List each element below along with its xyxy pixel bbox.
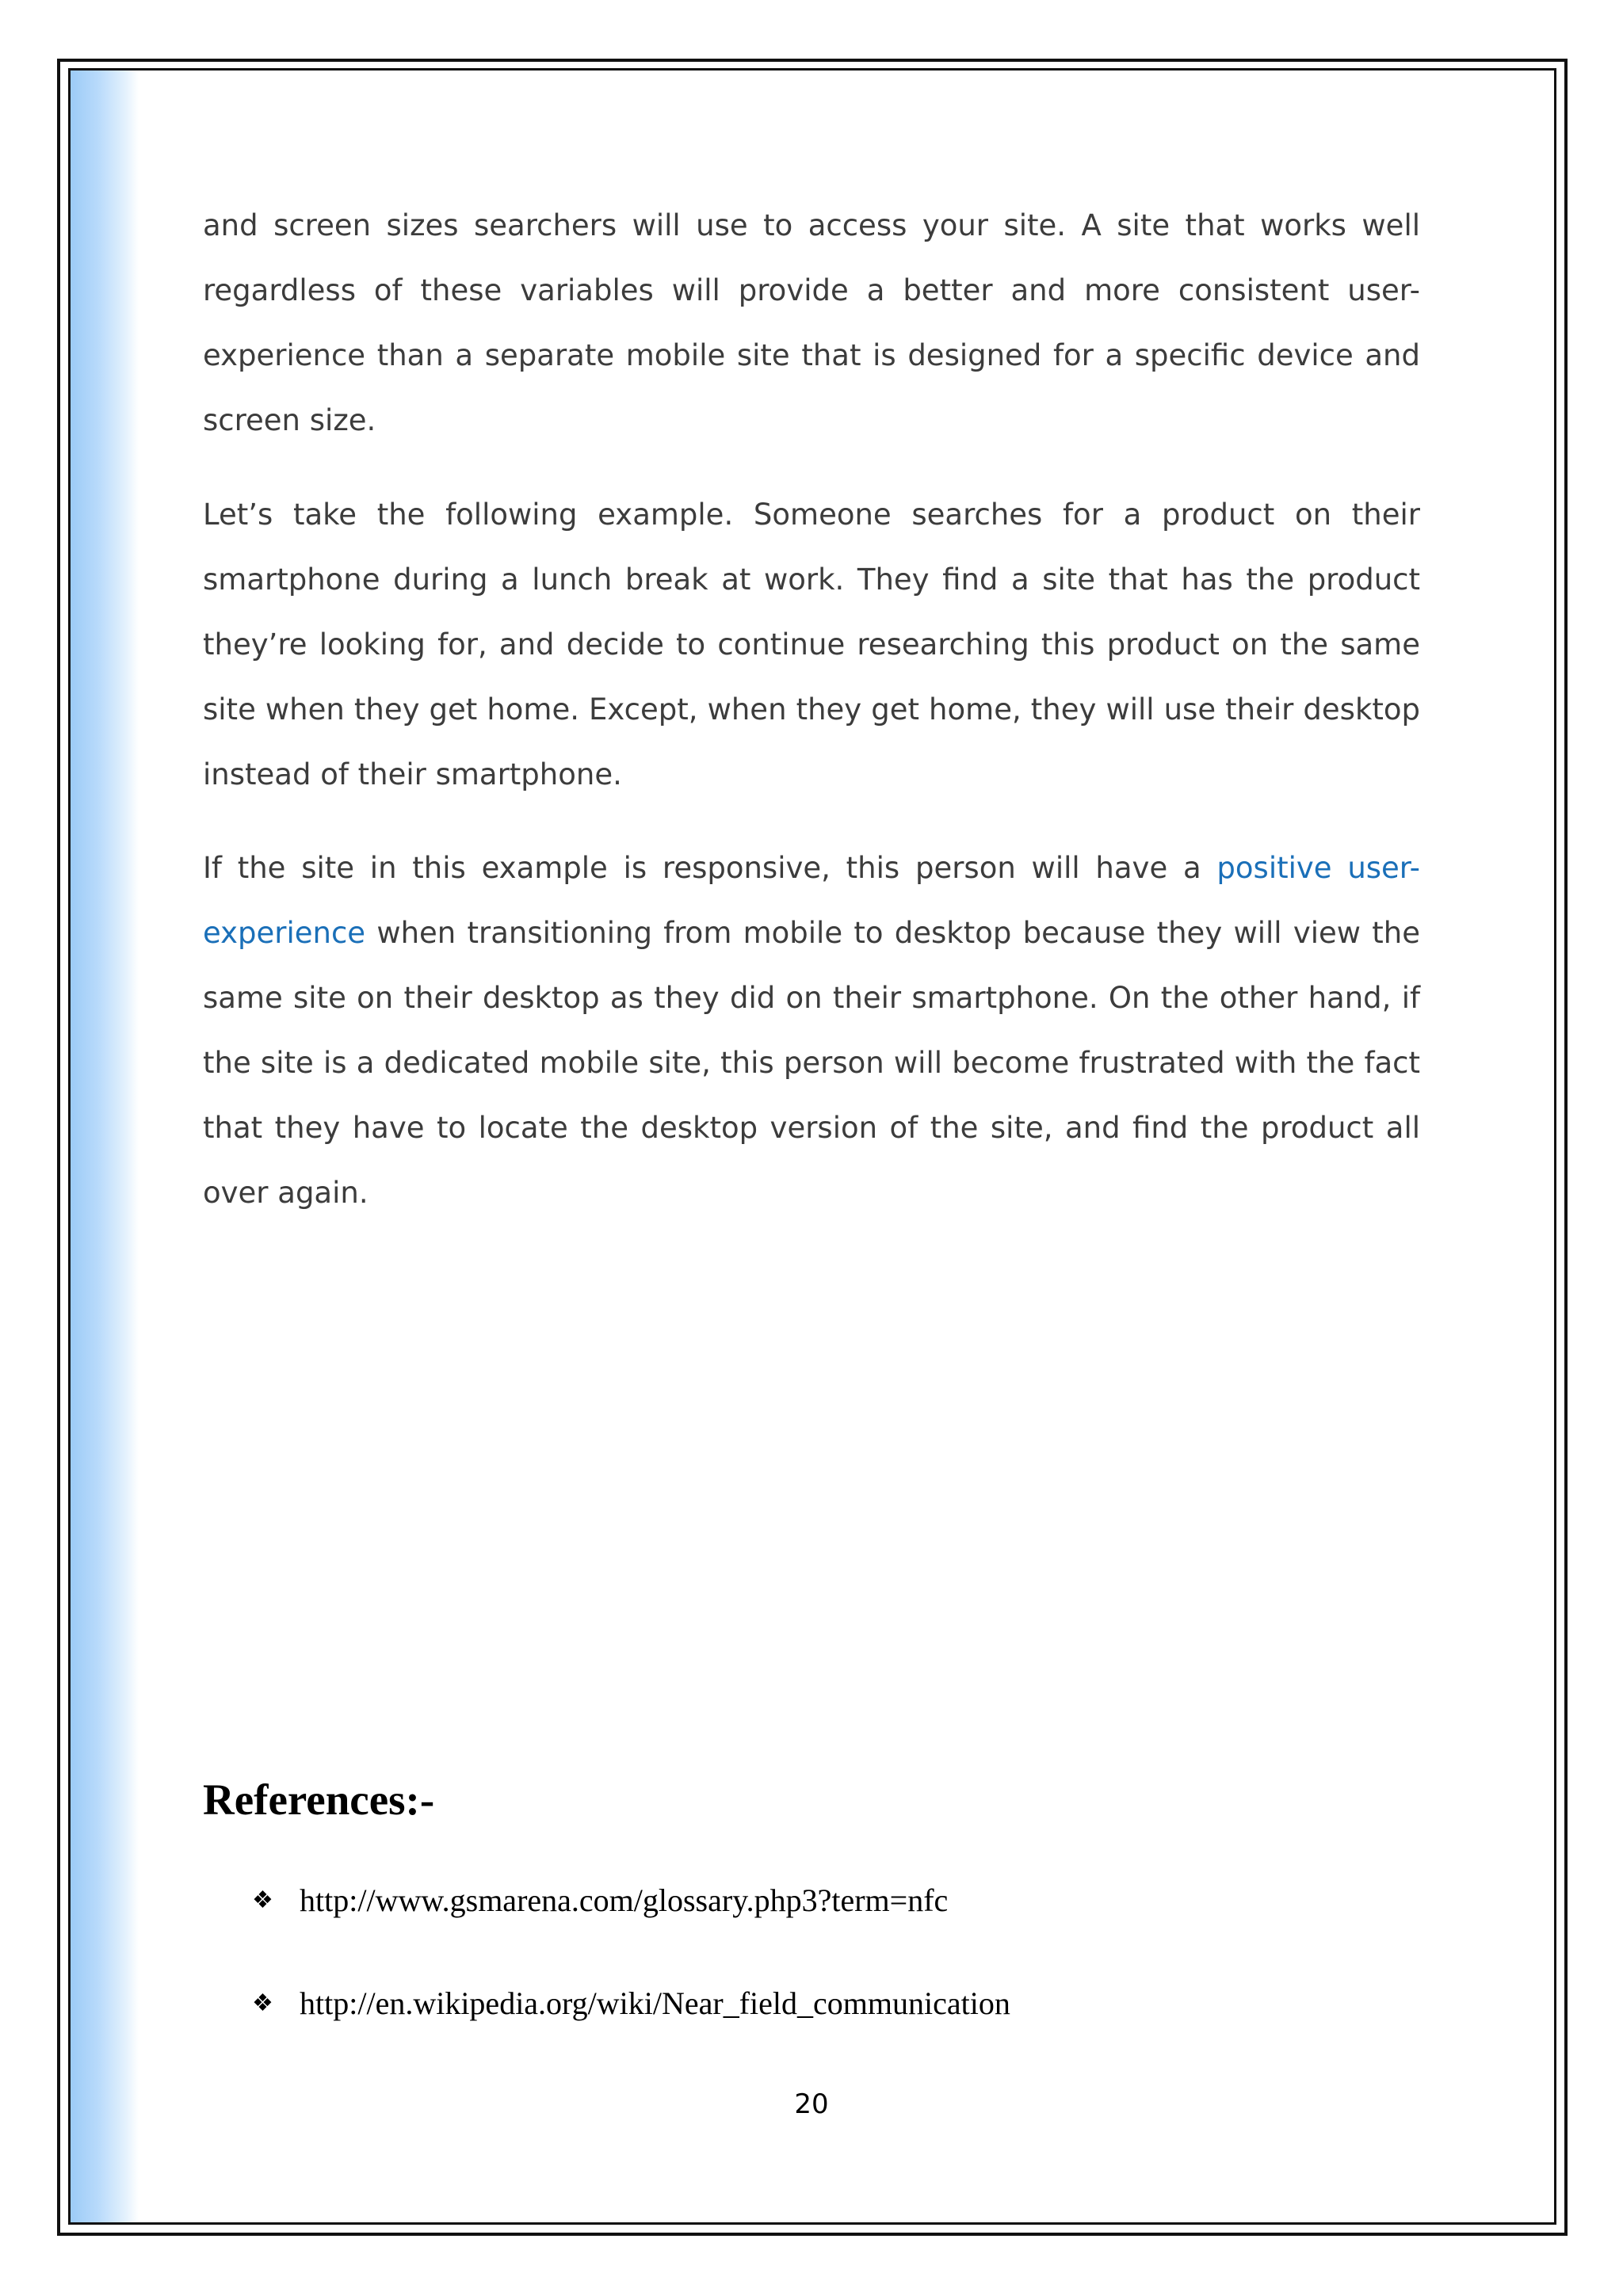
reference-item [252, 1876, 1010, 1924]
positive-user-experience-link[interactable]: positive user-experience [203, 851, 1421, 950]
paragraph-1: and screen sizes searchers will use to access your site. A site that works well regardless of these variables will provide a better and more consistent user-experience than a separate mobile site that is designed for a specific device and screen size. [203, 208, 1420, 437]
references-list [252, 1876, 1010, 2082]
paragraph-3-before-link: If the site in this example is responsive, this person will have a [203, 851, 1217, 885]
paragraph-2: Let’s take the following example. Someone searches for a product on their smartphone during a lunch break at work. They find a site that has the product they’re looking for, and decide to continue researching this product on the same site when they get home. Except, when they get home, they will use their desktop instead of their smartphone. [203, 498, 1420, 791]
reference-item [252, 1979, 1010, 2027]
diamond-bullet-icon: ❖ [252, 1989, 273, 2016]
references-heading: References:- [203, 1775, 435, 1824]
page-number: 20 [794, 2088, 829, 2120]
diamond-bullet-icon: ❖ [252, 1886, 273, 1913]
reference-link-wikipedia[interactable]: http://en.wikipedia.org/wiki/Near_field_communication [300, 1985, 1010, 2021]
reference-link-gsmarena[interactable]: http://www.gsmarena.com/glossary.php3?term=nfc [300, 1882, 949, 1918]
paragraph-3-after-link: when transitioning from mobile to desktop because they will view the same site on their desktop as they did on their smartphone. On the other hand, if the site is a dedicated mobile site, this person will become frustrated with the fact that they have to locate the desktop version of the site, and find the product all over again. [203, 916, 1420, 1210]
paragraph-3 [203, 836, 1420, 1226]
